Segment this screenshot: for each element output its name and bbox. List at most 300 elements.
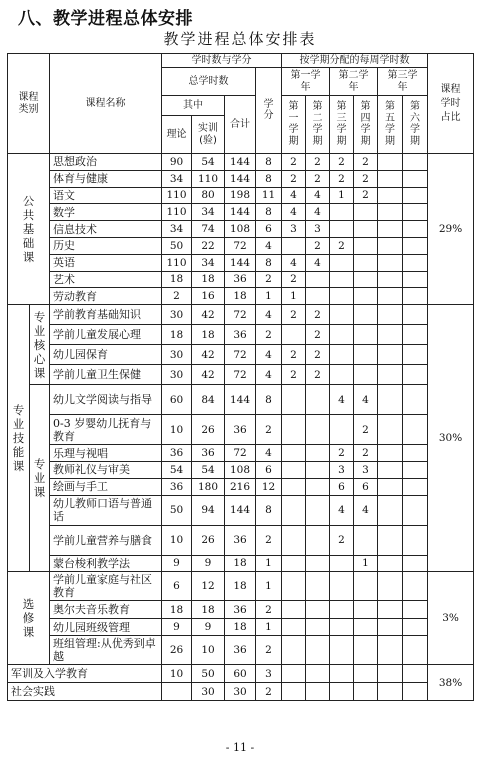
sem1-hours <box>282 415 306 445</box>
theory-hours: 34 <box>162 221 192 238</box>
group-public: 公共基础课 <box>8 154 50 305</box>
credits: 8 <box>256 204 282 221</box>
total-hours: 18 <box>225 618 256 636</box>
credits: 11 <box>256 187 282 204</box>
theory-hours: 30 <box>162 365 192 385</box>
theory-hours: 26 <box>162 636 192 665</box>
sem3-hours: 2 <box>330 170 354 187</box>
course-name: 艺术 <box>50 271 162 288</box>
course-name: 学前儿童营养与膳食 <box>50 525 162 555</box>
sem2-hours: 2 <box>306 345 330 365</box>
sem2-hours: 4 <box>306 204 330 221</box>
header-of-which: 其中 <box>162 96 225 116</box>
group-major: 专业技能课 <box>8 305 30 572</box>
course-name: 教师礼仪与审美 <box>50 461 162 478</box>
theory-hours: 2 <box>162 288 192 305</box>
sem3-hours <box>330 683 354 701</box>
table-row <box>8 495 474 525</box>
sem2-hours <box>306 288 330 305</box>
theory-hours: 18 <box>162 271 192 288</box>
sem6-hours <box>403 237 428 254</box>
sem3-hours <box>330 204 354 221</box>
sem3-hours: 2 <box>330 237 354 254</box>
total-hours: 144 <box>225 254 256 271</box>
sem6-hours <box>403 572 428 601</box>
sem2-hours: 4 <box>306 254 330 271</box>
sem6-hours <box>403 187 428 204</box>
sem1-hours <box>282 495 306 525</box>
credits: 2 <box>256 683 282 701</box>
practice-hours: 42 <box>192 365 225 385</box>
practice-hours: 18 <box>192 601 225 619</box>
table-row <box>8 365 474 385</box>
course-name: 思想政治 <box>50 154 162 171</box>
sem5-hours <box>378 495 403 525</box>
sem4-hours: 2 <box>354 415 378 445</box>
header-sem-3: 第三学期 <box>330 96 354 154</box>
sem4-hours: 1 <box>354 555 378 572</box>
credits: 2 <box>256 415 282 445</box>
sem4-hours: 2 <box>354 187 378 204</box>
sem4-hours <box>354 636 378 665</box>
total-hours: 216 <box>225 478 256 495</box>
table-row <box>8 254 474 271</box>
sem4-hours <box>354 365 378 385</box>
header-credits: 学分 <box>256 68 282 154</box>
sem4-hours: 4 <box>354 385 378 415</box>
sem4-hours <box>354 325 378 345</box>
total-hours: 144 <box>225 495 256 525</box>
course-name: 体育与健康 <box>50 170 162 187</box>
course-name: 英语 <box>50 254 162 271</box>
credits: 4 <box>256 345 282 365</box>
table-row <box>8 154 474 171</box>
credits: 4 <box>256 365 282 385</box>
course-name: 学前儿童发展心理 <box>50 325 162 345</box>
table-row <box>8 415 474 445</box>
practice-hours: 42 <box>192 345 225 365</box>
practice-hours: 42 <box>192 305 225 325</box>
sem3-hours <box>330 601 354 619</box>
table-row <box>8 572 474 601</box>
sem3-hours <box>330 636 354 665</box>
course-name: 学前儿童家庭与社区教育 <box>50 572 162 601</box>
practice-hours: 34 <box>192 204 225 221</box>
sem2-hours <box>306 385 330 415</box>
total-hours: 18 <box>225 572 256 601</box>
theory-hours: 10 <box>162 525 192 555</box>
sem2-hours <box>306 525 330 555</box>
sem6-hours <box>403 154 428 171</box>
sem1-hours: 2 <box>282 365 306 385</box>
sem1-hours <box>282 461 306 478</box>
sem4-hours <box>354 254 378 271</box>
sem4-hours: 3 <box>354 461 378 478</box>
sem2-hours <box>306 601 330 619</box>
course-name: 数学 <box>50 204 162 221</box>
credits: 6 <box>256 461 282 478</box>
practice-hours: 30 <box>192 683 225 701</box>
sem3-hours: 4 <box>330 495 354 525</box>
sem5-hours <box>378 325 403 345</box>
course-name: 军训及入学教育 <box>8 665 162 683</box>
sem4-hours <box>354 288 378 305</box>
credits: 2 <box>256 525 282 555</box>
total-hours: 36 <box>225 271 256 288</box>
sem3-hours: 2 <box>330 154 354 171</box>
sem6-hours <box>403 365 428 385</box>
theory-hours: 18 <box>162 601 192 619</box>
credits: 1 <box>256 618 282 636</box>
sem6-hours <box>403 254 428 271</box>
sem5-hours <box>378 187 403 204</box>
theory-hours: 34 <box>162 170 192 187</box>
table-row <box>8 618 474 636</box>
course-name: 社会实践 <box>8 683 162 701</box>
practice-hours: 26 <box>192 525 225 555</box>
theory-hours: 36 <box>162 445 192 462</box>
ratio-elective: 3% <box>428 572 474 665</box>
course-name: 历史 <box>50 237 162 254</box>
sem2-hours <box>306 271 330 288</box>
table-row <box>8 221 474 238</box>
sem1-hours <box>282 636 306 665</box>
course-name: 班组管理:从优秀到卓越 <box>50 636 162 665</box>
group-elective: 选修课 <box>8 572 50 665</box>
sem6-hours <box>403 305 428 325</box>
sem2-hours <box>306 555 330 572</box>
sem6-hours <box>403 665 428 683</box>
practice-hours: 54 <box>192 154 225 171</box>
sem2-hours <box>306 478 330 495</box>
credits: 12 <box>256 478 282 495</box>
course-name: 学前教育基础知识 <box>50 305 162 325</box>
sem3-hours: 1 <box>330 187 354 204</box>
total-hours: 72 <box>225 305 256 325</box>
sem5-hours <box>378 525 403 555</box>
sem3-hours <box>330 365 354 385</box>
header-sem-1: 第一学期 <box>282 96 306 154</box>
header-practice: 实训(验) <box>192 116 225 154</box>
total-hours: 30 <box>225 683 256 701</box>
sem4-hours <box>354 305 378 325</box>
credits: 8 <box>256 254 282 271</box>
practice-hours: 54 <box>192 461 225 478</box>
sem2-hours <box>306 683 330 701</box>
sem6-hours <box>403 170 428 187</box>
sem5-hours <box>378 221 403 238</box>
total-hours: 72 <box>225 445 256 462</box>
total-hours: 18 <box>225 288 256 305</box>
sem2-hours <box>306 461 330 478</box>
table-row <box>8 204 474 221</box>
credits: 8 <box>256 170 282 187</box>
sem6-hours <box>403 618 428 636</box>
sem2-hours <box>306 572 330 601</box>
sem5-hours <box>378 288 403 305</box>
sem3-hours: 4 <box>330 385 354 415</box>
course-name: 绘画与手工 <box>50 478 162 495</box>
header-year2: 第二学年 <box>330 68 378 96</box>
theory-hours: 9 <box>162 555 192 572</box>
table-row <box>8 271 474 288</box>
course-name: 劳动教育 <box>50 288 162 305</box>
theory-hours: 10 <box>162 665 192 683</box>
practice-hours: 16 <box>192 288 225 305</box>
sem4-hours <box>354 204 378 221</box>
sem3-hours <box>330 618 354 636</box>
sem1-hours: 4 <box>282 187 306 204</box>
ratio-public: 29% <box>428 154 474 305</box>
sem4-hours: 2 <box>354 170 378 187</box>
course-name: 蒙台梭利教学法 <box>50 555 162 572</box>
sem3-hours <box>330 221 354 238</box>
sem3-hours <box>330 555 354 572</box>
sem1-hours: 4 <box>282 204 306 221</box>
sem4-hours <box>354 572 378 601</box>
total-hours: 36 <box>225 601 256 619</box>
course-name: 幼儿园班级管理 <box>50 618 162 636</box>
sem5-hours <box>378 572 403 601</box>
sem6-hours <box>403 345 428 365</box>
sem1-hours <box>282 572 306 601</box>
theory-hours: 54 <box>162 461 192 478</box>
credits: 4 <box>256 237 282 254</box>
total-hours: 144 <box>225 154 256 171</box>
sem2-hours: 2 <box>306 325 330 345</box>
sem4-hours <box>354 683 378 701</box>
credits: 3 <box>256 665 282 683</box>
sem5-hours <box>378 271 403 288</box>
course-name: 奥尔夫音乐教育 <box>50 601 162 619</box>
sem3-hours: 2 <box>330 525 354 555</box>
credits: 1 <box>256 572 282 601</box>
credits: 2 <box>256 325 282 345</box>
sem4-hours: 2 <box>354 445 378 462</box>
section-title: 八、教学进程总体安排 <box>18 9 193 29</box>
sem6-hours <box>403 525 428 555</box>
theory-hours: 50 <box>162 495 192 525</box>
sem6-hours <box>403 415 428 445</box>
sem5-hours <box>378 618 403 636</box>
sem2-hours <box>306 618 330 636</box>
table-row <box>8 445 474 462</box>
sem1-hours: 2 <box>282 170 306 187</box>
sem6-hours <box>403 204 428 221</box>
sem3-hours: 2 <box>330 445 354 462</box>
total-hours: 36 <box>225 636 256 665</box>
table-row <box>8 187 474 204</box>
theory-hours: 50 <box>162 237 192 254</box>
sem1-hours <box>282 618 306 636</box>
sem5-hours <box>378 365 403 385</box>
theory-hours: 9 <box>162 618 192 636</box>
header-sem-6: 第六学期 <box>403 96 428 154</box>
sem5-hours <box>378 683 403 701</box>
sem6-hours <box>403 601 428 619</box>
sem1-hours: 2 <box>282 305 306 325</box>
sem3-hours <box>330 288 354 305</box>
practice-hours: 9 <box>192 618 225 636</box>
sem1-hours <box>282 683 306 701</box>
sem6-hours <box>403 325 428 345</box>
sem6-hours <box>403 478 428 495</box>
course-name: 幼儿园保育 <box>50 345 162 365</box>
sem2-hours: 2 <box>306 305 330 325</box>
table-title: 教学进程总体安排表 <box>163 30 317 48</box>
practice-hours: 34 <box>192 254 225 271</box>
credits: 6 <box>256 221 282 238</box>
sem6-hours <box>403 385 428 415</box>
table-row <box>8 325 474 345</box>
sem3-hours <box>330 415 354 445</box>
sem5-hours <box>378 254 403 271</box>
credits: 2 <box>256 601 282 619</box>
table-row <box>8 555 474 572</box>
practice-hours: 22 <box>192 237 225 254</box>
sem5-hours <box>378 170 403 187</box>
total-hours: 18 <box>225 555 256 572</box>
course-name: 幼儿文学阅读与指导 <box>50 385 162 415</box>
theory-hours: 10 <box>162 415 192 445</box>
sem1-hours: 4 <box>282 254 306 271</box>
practice-hours: 10 <box>192 636 225 665</box>
practice-hours: 94 <box>192 495 225 525</box>
sem1-hours: 3 <box>282 221 306 238</box>
table-row <box>8 288 474 305</box>
credits: 8 <box>256 495 282 525</box>
practice-hours: 9 <box>192 555 225 572</box>
header-sem-5: 第五学期 <box>378 96 403 154</box>
sem5-hours <box>378 445 403 462</box>
sem2-hours <box>306 636 330 665</box>
sem5-hours <box>378 478 403 495</box>
practice-hours: 18 <box>192 325 225 345</box>
sem3-hours: 6 <box>330 478 354 495</box>
theory-hours <box>162 683 192 701</box>
sem2-hours: 2 <box>306 154 330 171</box>
header-theory: 理论 <box>162 116 192 154</box>
practice-hours: 26 <box>192 415 225 445</box>
total-hours: 144 <box>225 385 256 415</box>
sem6-hours <box>403 683 428 701</box>
header-year3: 第三学年 <box>378 68 428 96</box>
theory-hours: 18 <box>162 325 192 345</box>
sem2-hours <box>306 445 330 462</box>
table-row <box>8 385 474 415</box>
sem4-hours <box>354 601 378 619</box>
sem5-hours <box>378 204 403 221</box>
sem2-hours: 2 <box>306 237 330 254</box>
practice-hours: 110 <box>192 170 225 187</box>
header-total-hours: 总学时数 <box>162 68 256 96</box>
sem1-hours: 1 <box>282 288 306 305</box>
sem1-hours <box>282 325 306 345</box>
sem4-hours <box>354 618 378 636</box>
sem2-hours: 2 <box>306 365 330 385</box>
sem1-hours <box>282 237 306 254</box>
credits: 2 <box>256 636 282 665</box>
schedule-table <box>7 53 474 701</box>
course-name: 信息技术 <box>50 221 162 238</box>
sem1-hours: 2 <box>282 345 306 365</box>
sem1-hours <box>282 601 306 619</box>
header-hours-credits: 学时数与学分 <box>162 54 282 68</box>
sem5-hours <box>378 461 403 478</box>
sem4-hours: 4 <box>354 495 378 525</box>
table-row <box>8 237 474 254</box>
total-hours: 72 <box>225 345 256 365</box>
sem2-hours <box>306 495 330 525</box>
credits: 4 <box>256 445 282 462</box>
sem4-hours: 6 <box>354 478 378 495</box>
credits: 1 <box>256 288 282 305</box>
sem5-hours <box>378 237 403 254</box>
total-hours: 72 <box>225 365 256 385</box>
practice-hours: 84 <box>192 385 225 415</box>
header-total: 合计 <box>225 96 256 154</box>
sem5-hours <box>378 415 403 445</box>
sem4-hours <box>354 271 378 288</box>
theory-hours: 36 <box>162 478 192 495</box>
table-row <box>8 461 474 478</box>
credits: 4 <box>256 305 282 325</box>
sem3-hours <box>330 305 354 325</box>
sem2-hours <box>306 415 330 445</box>
sem5-hours <box>378 345 403 365</box>
credits: 8 <box>256 154 282 171</box>
sem3-hours <box>330 665 354 683</box>
practice-hours: 50 <box>192 665 225 683</box>
header-year1: 第一学年 <box>282 68 330 96</box>
credits: 1 <box>256 555 282 572</box>
sem5-hours <box>378 636 403 665</box>
sem4-hours <box>354 237 378 254</box>
credits: 8 <box>256 385 282 415</box>
table-row <box>8 478 474 495</box>
sem3-hours <box>330 325 354 345</box>
theory-hours: 90 <box>162 154 192 171</box>
group-major-core: 专业核心课 <box>30 305 50 385</box>
total-hours: 144 <box>225 204 256 221</box>
sem3-hours <box>330 271 354 288</box>
sem6-hours <box>403 461 428 478</box>
sem1-hours: 2 <box>282 154 306 171</box>
table-row <box>8 665 474 683</box>
header-weekly-alloc: 按学期分配的每周学时数 <box>282 54 428 68</box>
table-row <box>8 525 474 555</box>
sem1-hours <box>282 525 306 555</box>
practice-hours: 74 <box>192 221 225 238</box>
header-ratio: 课程学时占比 <box>428 54 474 154</box>
course-name: 学前儿童卫生保健 <box>50 365 162 385</box>
ratio-other: 38% <box>428 665 474 701</box>
theory-hours: 6 <box>162 572 192 601</box>
sem1-hours <box>282 478 306 495</box>
theory-hours: 110 <box>162 254 192 271</box>
theory-hours: 30 <box>162 305 192 325</box>
practice-hours: 12 <box>192 572 225 601</box>
total-hours: 60 <box>225 665 256 683</box>
practice-hours: 80 <box>192 187 225 204</box>
practice-hours: 36 <box>192 445 225 462</box>
page-number: - 11 - <box>225 741 255 754</box>
sem5-hours <box>378 555 403 572</box>
header-sem-2: 第二学期 <box>306 96 330 154</box>
sem3-hours: 3 <box>330 461 354 478</box>
total-hours: 198 <box>225 187 256 204</box>
sem6-hours <box>403 555 428 572</box>
